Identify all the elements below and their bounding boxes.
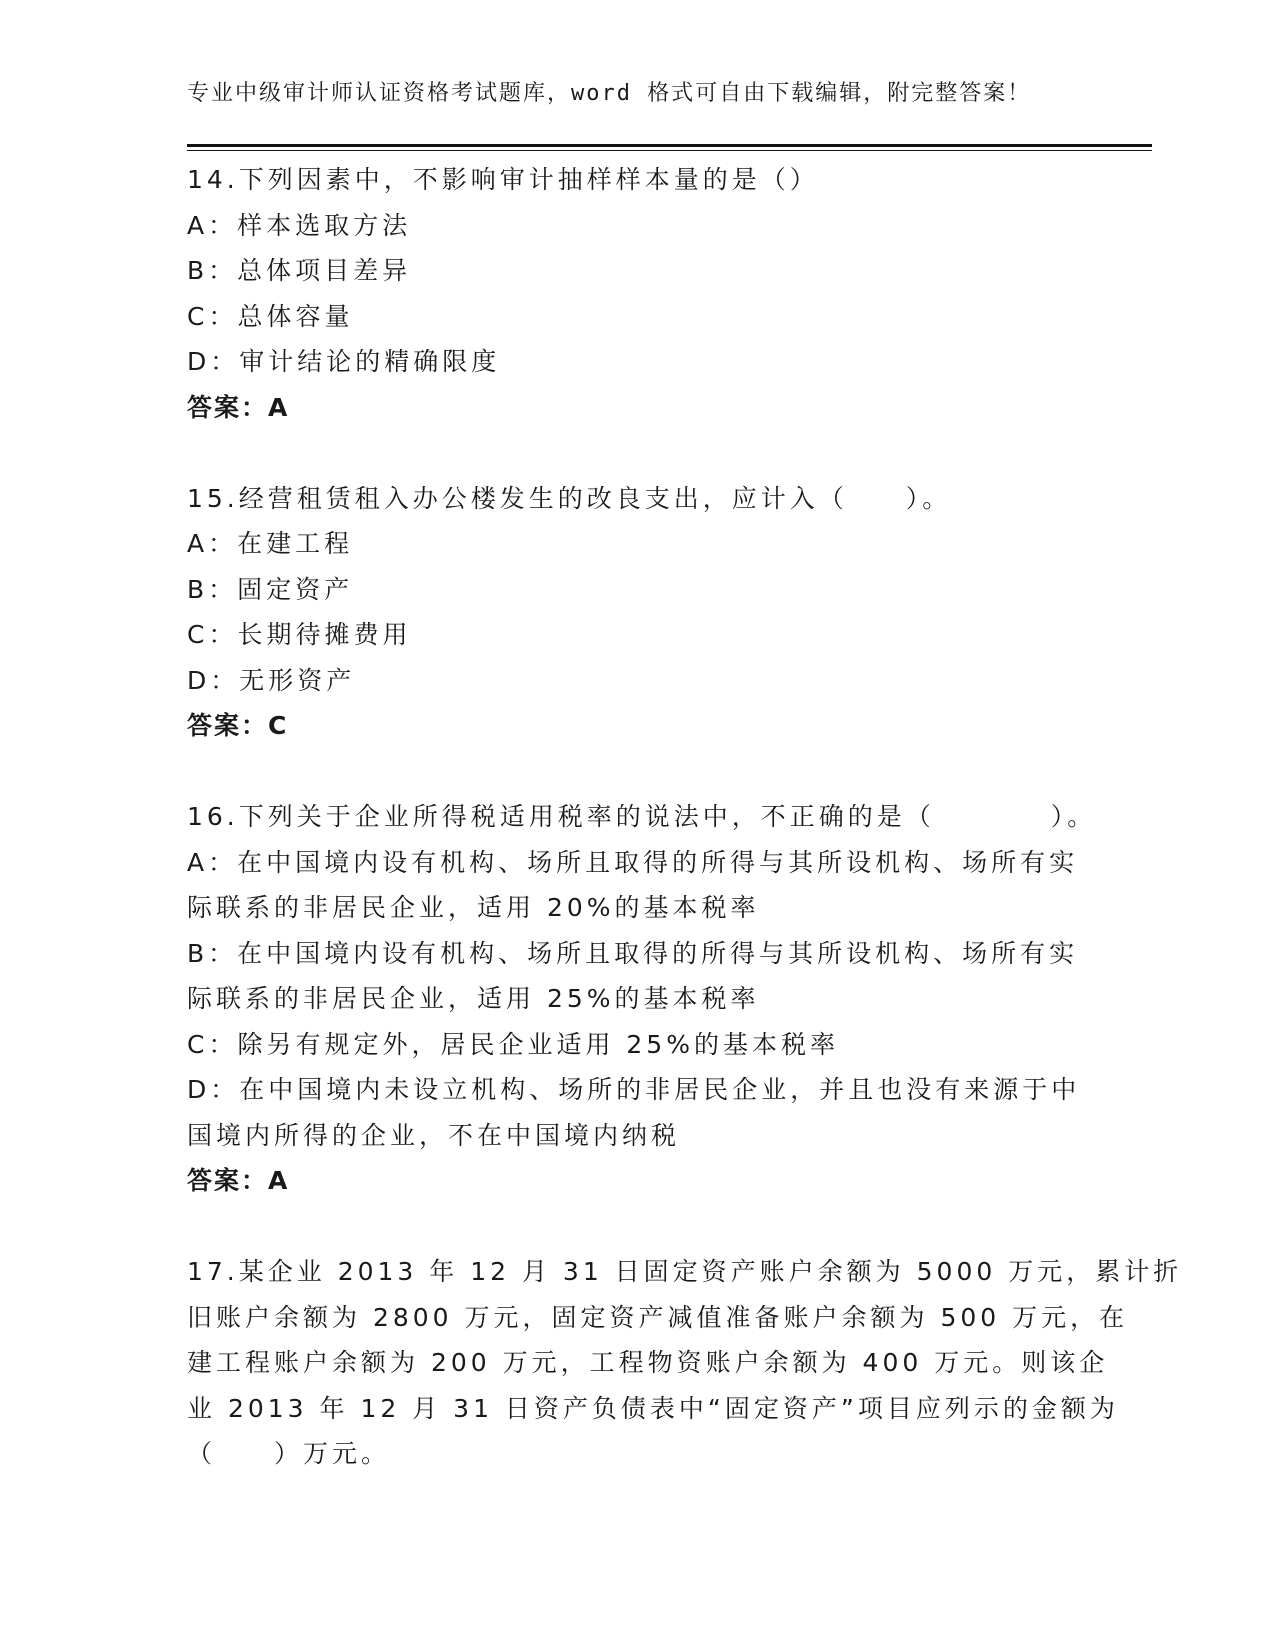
option-c: C：总体容量: [187, 301, 354, 331]
question-14: [187, 157, 1082, 430]
option-a: A：样本选取方法: [187, 210, 412, 240]
option-d: D：审计结论的精确限度: [187, 347, 501, 376]
question-stem: 14.下列因素中，不影响审计抽样样本量的是（）: [187, 165, 819, 194]
question-list: [187, 157, 1183, 1477]
answer-label: 答案：A: [187, 1166, 290, 1195]
answer-label: 答案：C: [187, 711, 289, 740]
question-stem-line: 旧账户余额为 2800 万元，固定资产减值准备账户余额为 500 万元，在: [187, 1302, 1129, 1332]
question-stem: 15.经营租赁租入办公楼发生的改良支出，应计入（ ）。: [187, 483, 952, 513]
question-stem-line: 建工程账户余额为 200 万元，工程物资账户余额为 400 万元。则该企: [187, 1348, 1109, 1377]
question-stem: 16.下列关于企业所得税适用税率的说法中，不正确的是（ ）。: [187, 802, 1097, 831]
option-d: D：在中国境内未设立机构、场所的非居民企业，并且也没有来源于中: [187, 1075, 1081, 1104]
header-rule-thick: [187, 144, 1152, 147]
question-stem-line: 17.某企业 2013 年 12 月 31 日固定资产账户余额为 5000 万元，累计折: [187, 1257, 1183, 1286]
option-a: A：在建工程: [187, 529, 354, 558]
question-16: [187, 794, 1097, 1204]
page-header: 专业中级审计师认证资格考试题库，word 格式可自由下载编辑，附完整答案！: [187, 81, 1032, 106]
option-d: D：无形资产: [187, 665, 356, 695]
option-c: C：长期待摊费用: [187, 620, 412, 649]
option-b: B：总体项目差异: [187, 256, 412, 285]
option-d-continued: 国境内所得的企业，不在中国境内纳税: [187, 1120, 681, 1150]
question-gap: [187, 430, 1082, 476]
answer-label: 答案：A: [187, 392, 290, 422]
question-gap: [187, 1204, 1082, 1250]
question-17: [187, 1249, 1183, 1477]
question-stem-line: （ ）万元。: [187, 1439, 391, 1468]
option-b-continued: 际联系的非居民企业，适用 25%的基本税率: [187, 984, 760, 1013]
option-b: B：在中国境内设有机构、场所且取得的所得与其所设机构、场所有实: [187, 938, 1079, 968]
option-a-continued: 际联系的非居民企业，适用 20%的基本税率: [187, 893, 760, 922]
question-15: [187, 476, 1082, 749]
question-gap: [187, 749, 1082, 795]
option-c: C：除另有规定外，居民企业适用 25%的基本税率: [187, 1029, 839, 1059]
option-a: A：在中国境内设有机构、场所且取得的所得与其所设机构、场所有实: [187, 847, 1079, 877]
question-stem-line: 业 2013 年 12 月 31 日资产负债表中“固定资产”项目应列示的金额为: [187, 1393, 1119, 1423]
option-b: B：固定资产: [187, 574, 354, 604]
header-rule-thin: [187, 150, 1152, 151]
